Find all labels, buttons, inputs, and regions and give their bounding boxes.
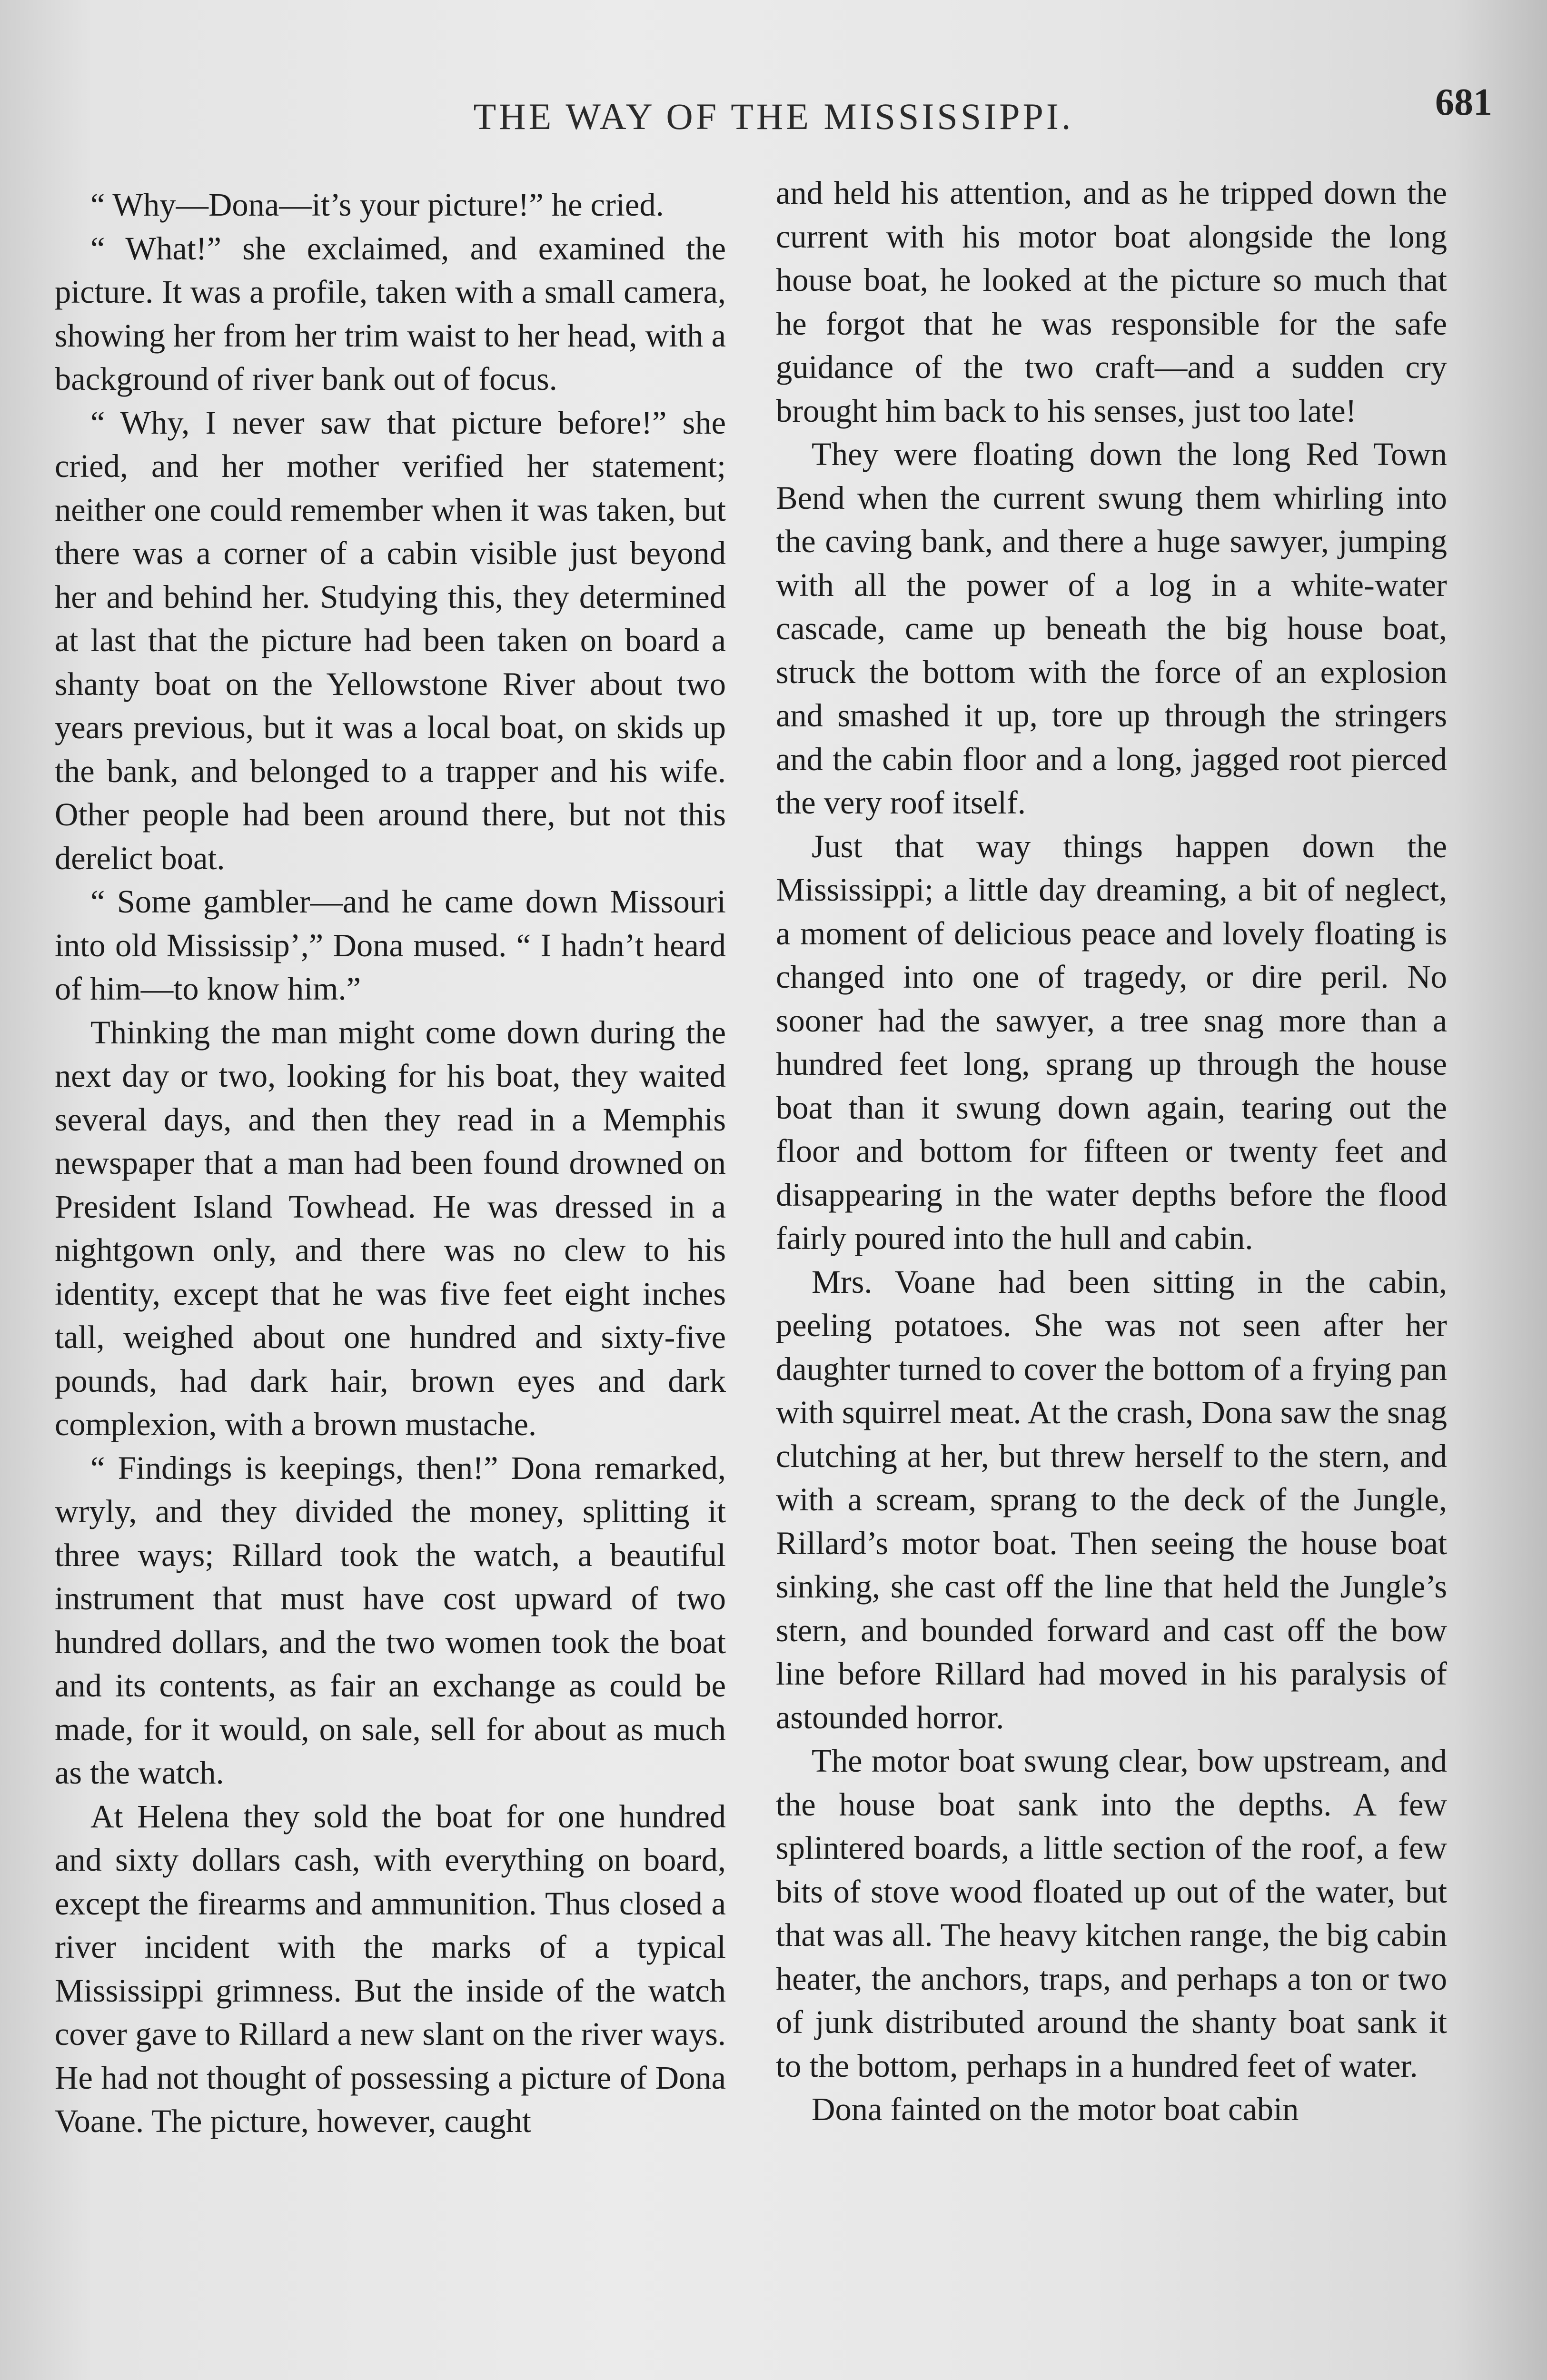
paragraph: Thinking the man might come down during the next day or two, looking for his boat, they waited several days, and then they read in a Memphis newspaper that a man had been found drowned on President Island Towhead. He was dressed in a nightgown only, and there was no clew to his identity, except that he was five feet eight inches tall, weighed about one hundred and sixty-five pounds, had dark hair, brown eyes and dark complexion, with a brown mustache. bbox=[55, 1014, 726, 1442]
paragraph: Dona fainted on the motor boat cabin bbox=[812, 2091, 1299, 2127]
paragraph: “ What!” she exclaimed, and examined the picture. It was a profile, taken with a small camera, showing her from her trim waist to her head, with a background of river bank out of focus. bbox=[55, 230, 726, 397]
paragraph: “ Some gambler—and he came down Missouri into old Mississip’,” Dona mused. “ I hadn’t heard of him—to know him.” bbox=[55, 883, 726, 1007]
page-number: 681 bbox=[1435, 81, 1492, 123]
page-header bbox=[0, 81, 1547, 148]
running-title: THE WAY OF THE MISSISSIPPI. bbox=[473, 96, 1074, 137]
paragraph: They were floating down the long Red Town Bend when the current swung them whirling into the caving bank, and there a huge sawyer, jumping with all the power of a log in a white-water cascade, came up beneath the big house boat, struck the bottom with the force of an explosion and smashed it up, tore up through the stringers and the cabin floor and a long, jagged root pierced the very roof itself. bbox=[776, 436, 1447, 821]
paragraph: and held his attention, and as he tripped down the current with his motor boat alongside the long house boat, he looked at the picture so much that he forgot that he was responsible for the safe guidance of the two craft—and a sudden cry brought him back to his senses, just too late! bbox=[776, 175, 1447, 429]
left-column bbox=[55, 183, 726, 2143]
paragraph: Just that way things happen down the Mississippi; a little day dreaming, a bit of neglect, a moment of delicious peace and lovely floating is changed into one of tragedy, or dire peril. No sooner had the sawyer, a tree snag more than a hundred feet long, sprang up through the house boat than it swung down again, tearing out the floor and bottom for fifteen or twenty feet and disappearing in the water depths before the flood fairly poured into the hull and cabin. bbox=[776, 828, 1447, 1256]
paragraph: At Helena they sold the boat for one hundred and sixty dollars cash, with everything on board, except the firearms and ammunition. Thus closed a river incident with the marks of a typical Mississippi grimness. But the inside of the watch cover gave to Rillard a new slant on the river ways. He had not thought of possessing a picture of Dona Voane. The picture, however, caught bbox=[55, 1798, 726, 2139]
paragraph: “ Findings is keepings, then!” Dona remarked, wryly, and they divided the money, splitting it three ways; Rillard took the watch, a beautiful instrument that must have cost upward of two hundred dollars, and the two women took the boat and its contents, as fair an exchange as could be made, for it would, on sale, sell for about as much as the watch. bbox=[55, 1449, 726, 1791]
paragraph: “ Why—Dona—it’s your picture!” he cried. bbox=[90, 187, 664, 223]
right-column bbox=[776, 171, 1447, 2132]
paragraph: Mrs. Voane had been sitting in the cabin, peeling potatoes. She was not seen after her daughter turned to cover the bottom of a frying pan with squirrel meat. At the crash, Dona saw the snag clutching at her, but threw herself to the stern, and with a scream, sprang to the deck of the Jungle, Rillard’s motor boat. Then seeing the house boat sinking, she cast off the line that held the Jungle’s stern, and bounded forward and cast off the bow line before Rillard had moved in his paralysis of astounded horror. bbox=[776, 1263, 1447, 1735]
paragraph: The motor boat swung clear, bow upstream, and the house boat sank into the depths. A few splintered boards, a little section of the roof, a few bits of stove wood floated up out of the water, but that was all. The heavy kitchen range, the big cabin heater, the anchors, traps, and perhaps a ton or two of junk distributed around the shanty boat sank it to the bottom, perhaps in a hundred feet of water. bbox=[776, 1743, 1447, 2084]
paragraph: “ Why, I never saw that picture before!” she cried, and her mother verified her statement; neither one could remember when it was taken, but there was a corner of a cabin visible just beyond her and behind her. Studying this, they determined at last that the picture had been taken on board a shanty boat on the Yellowstone River about two years previous, but it was a local boat, on skids up the bank, and belonged to a trapper and his wife. Other people had been around there, but not this derelict boat. bbox=[55, 404, 726, 876]
